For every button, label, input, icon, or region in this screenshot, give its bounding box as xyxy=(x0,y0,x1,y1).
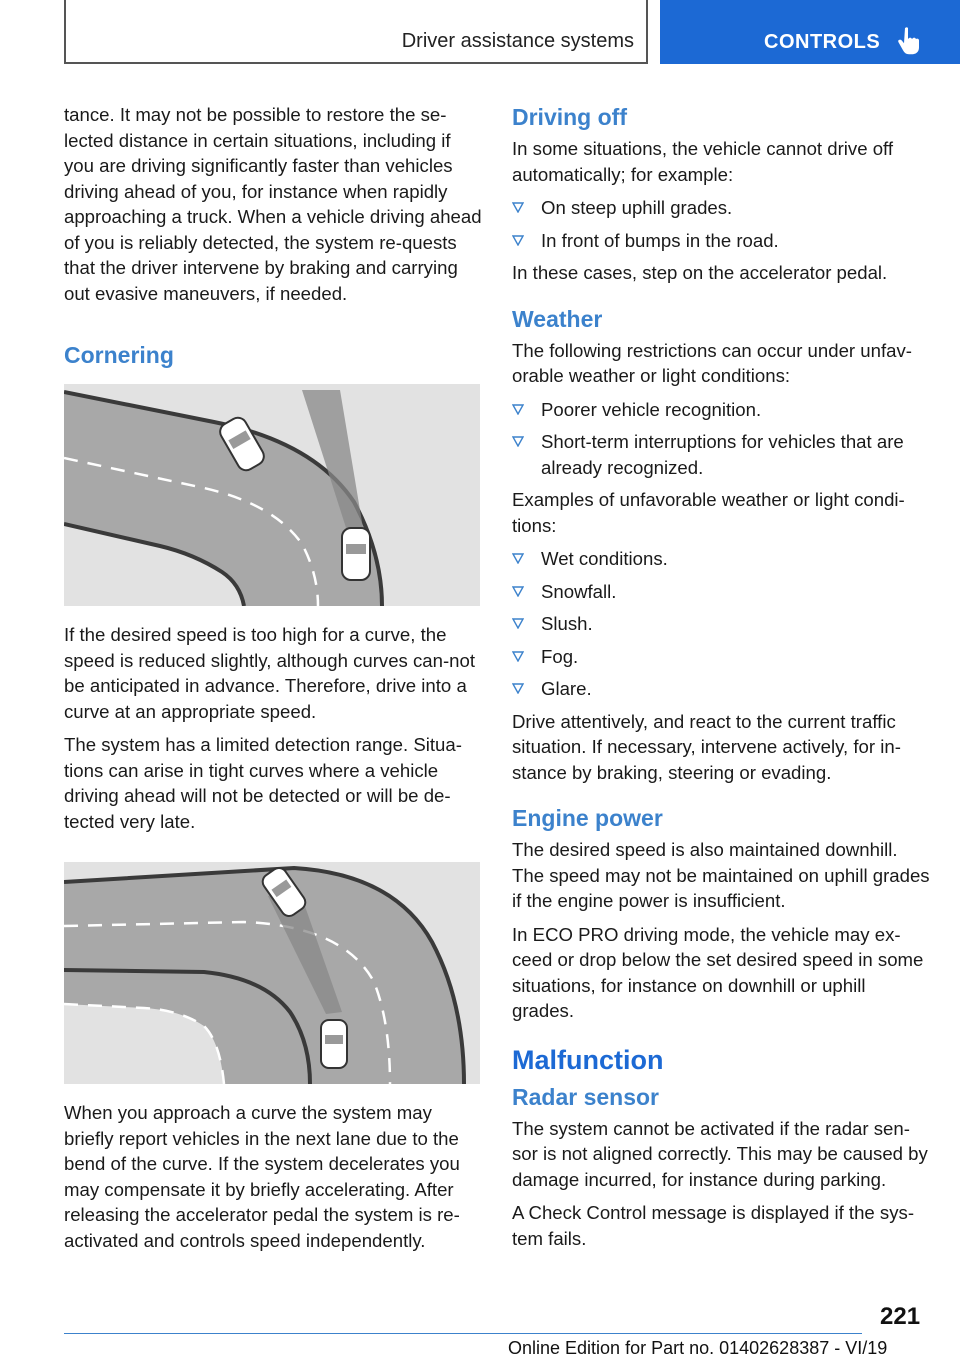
list-item: Slush. xyxy=(512,611,932,637)
header-chapter-tab[interactable] xyxy=(660,0,960,64)
radar-sensor-paragraph-1: The system cannot be activated if the radar sen-sor is not aligned correctly. This may be caused by damage incurred, for instance during parking. xyxy=(512,1117,928,1190)
list-item: Short-term interruptions for vehicles that are already recognized. xyxy=(512,429,932,480)
header-chapter-title: CONTROLS xyxy=(764,31,881,53)
triangle-bullet-icon xyxy=(512,553,524,564)
cornering-illustration-1 xyxy=(64,384,480,606)
radar-sensor-paragraph-2: A Check Control message is displayed if the sys-tem fails. xyxy=(512,1202,915,1249)
page-number: 221 xyxy=(880,1303,921,1330)
weather-outro: Drive attentively, and react to the current traffic situation. If necessary, intervene actively, for in-stance by braking, steering or evading. xyxy=(512,710,901,783)
intro-paragraph: tance. It may not be possible to restore the se-lected distance in certain situations, including if you are driving significantly faster than vehicles driving ahead of you, for instance when rapidly approaching a truck. When a vehicle driving ahead of you is reliably detected, the system re-quests that the driver intervene by braking and carrying out evasive maneuvers, if needed. xyxy=(64,104,482,304)
triangle-bullet-icon xyxy=(512,683,524,694)
weather-heading: Weather xyxy=(512,305,603,332)
cornering-paragraph-1: If the desired speed is too high for a curve, the speed is reduced slightly, although curves can-not be anticipated in advance. Therefore, drive into a curve at an appropriate speed. xyxy=(64,624,476,722)
triangle-bullet-icon xyxy=(512,651,524,662)
hand-pointer-icon xyxy=(896,26,920,56)
cornering-paragraph-3: When you approach a curve the system may briefly report vehicles in the next lane due to the bend of the curve. If the system decelerates you may compensate it by briefly accelerating. After releasing the accelerator pedal the system is re-activated and controls speed independently. xyxy=(64,1102,460,1251)
driving-off-heading: Driving off xyxy=(512,104,627,130)
driving-off-intro: In some situations, the vehicle cannot drive off automatically; for example: xyxy=(512,138,894,185)
list-item: Wet conditions. xyxy=(512,546,932,572)
triangle-bullet-icon xyxy=(512,202,524,213)
list-item: Snowfall. xyxy=(512,579,932,605)
cornering-paragraph-2: The system has a limited detection range. Situa-tions can arise in tight curves where a vehicle driving ahead will not be detected or will be de-tected very late. xyxy=(64,734,462,832)
driving-off-list xyxy=(512,195,932,253)
header-section-title: Driver assistance systems xyxy=(401,30,634,52)
triangle-bullet-icon xyxy=(512,586,524,597)
triangle-bullet-icon xyxy=(512,618,524,629)
engine-power-paragraph-1: The desired speed is also maintained downhill. The speed may not be maintained on uphill grades if the engine power is insufficient. xyxy=(512,839,930,911)
list-item: In front of bumps in the road. xyxy=(512,228,932,254)
engine-power-paragraph-2: In ECO PRO driving mode, the vehicle may ex-ceed or drop below the set desired speed in some situations, for instance on downhill or uphill grades. xyxy=(512,923,924,1021)
triangle-bullet-icon xyxy=(512,404,524,415)
cornering-illustration-2 xyxy=(64,862,480,1084)
triangle-bullet-icon xyxy=(512,436,524,447)
weather-examples-list xyxy=(512,546,932,702)
left-column xyxy=(64,102,482,1261)
cornering-heading: Cornering xyxy=(64,342,174,368)
engine-power-heading: Engine power xyxy=(512,805,663,831)
weather-examples-intro: Examples of unfavorable weather or light condi-tions: xyxy=(512,489,905,536)
weather-intro: The following restrictions can occur under unfav-orable weather or light conditions: xyxy=(512,339,912,386)
list-item: Poorer vehicle recognition. xyxy=(512,397,932,423)
radar-sensor-heading: Radar sensor xyxy=(512,1083,660,1110)
list-item: On steep uphill grades. xyxy=(512,195,932,221)
list-item: Fog. xyxy=(512,644,932,670)
footer-divider xyxy=(64,1333,862,1334)
malfunction-heading: Malfunction xyxy=(512,1044,664,1075)
driving-off-outro: In these cases, step on the accelerator pedal. xyxy=(512,262,888,283)
right-column xyxy=(512,102,932,1259)
list-item: Glare. xyxy=(512,676,932,702)
header-section-tab xyxy=(64,0,648,64)
footer-edition: Online Edition for Part no. 01402628387 - VI/19 xyxy=(508,1338,888,1358)
weather-restrictions-list xyxy=(512,397,932,481)
triangle-bullet-icon xyxy=(512,235,524,246)
